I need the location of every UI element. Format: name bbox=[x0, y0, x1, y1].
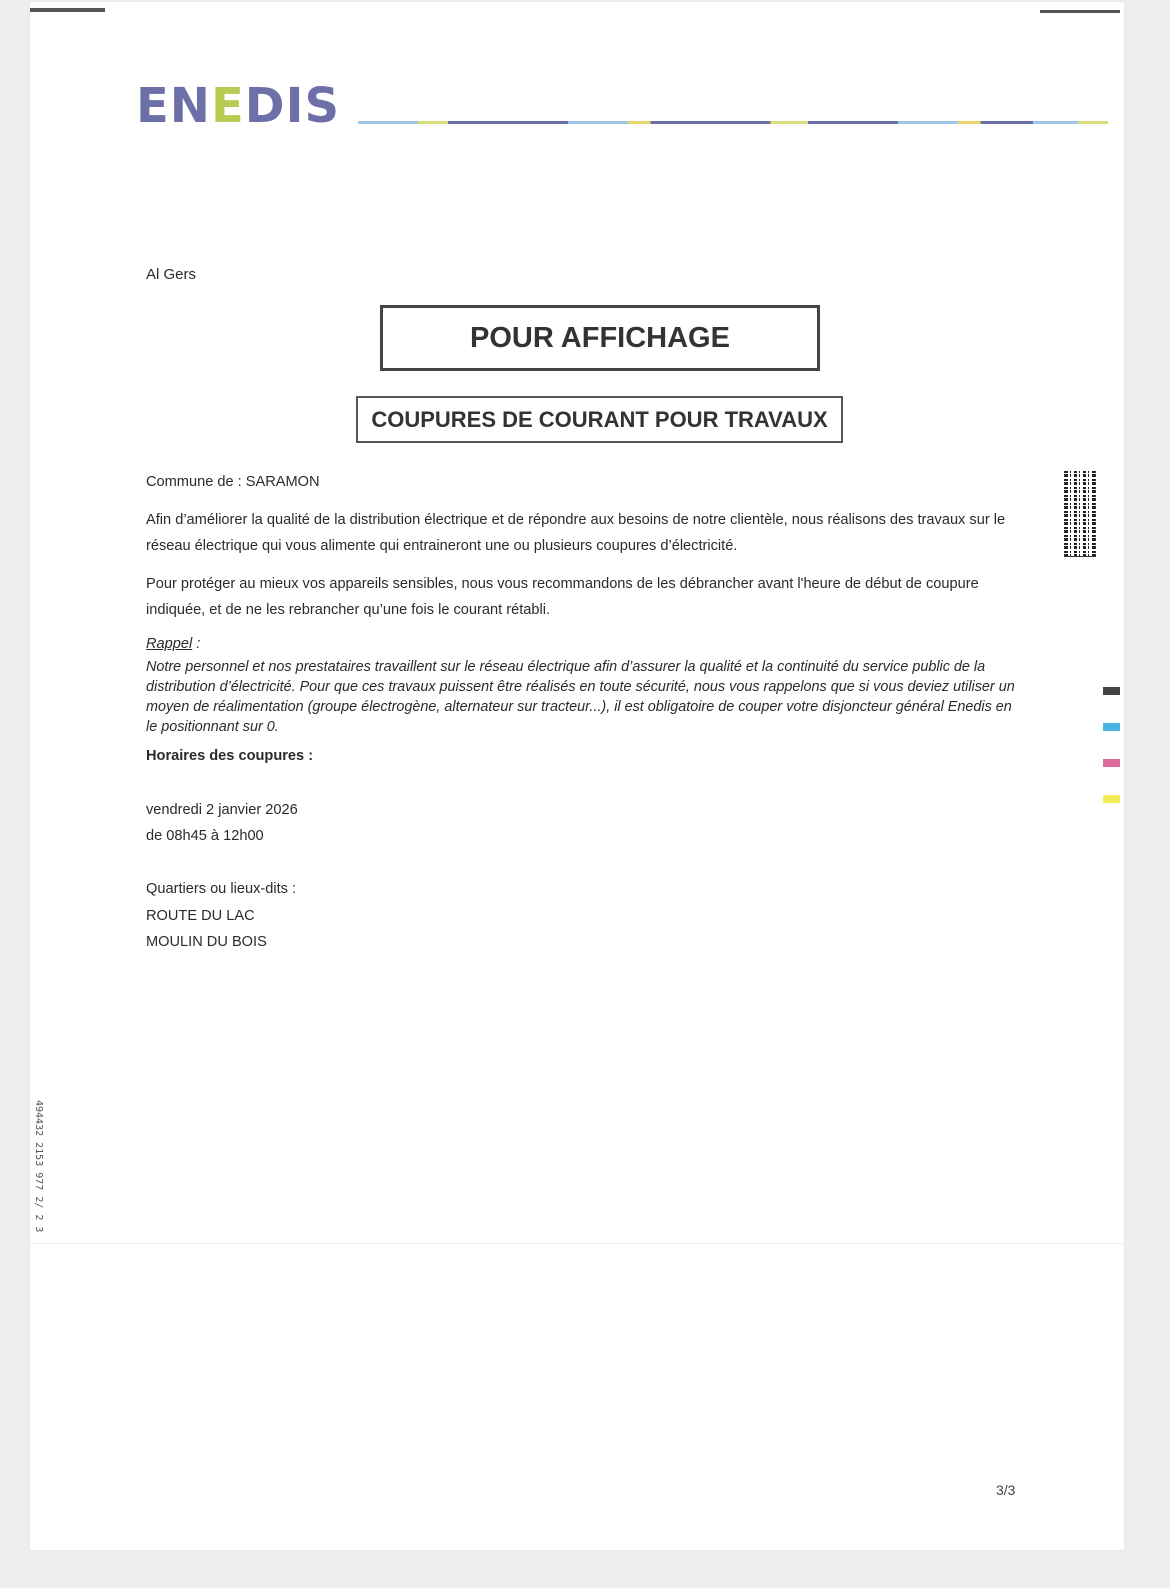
sender-label: Al Gers bbox=[146, 266, 197, 283]
quartier-item: ROUTE DU LAC bbox=[146, 908, 255, 924]
crop-mark-top-right bbox=[1040, 10, 1120, 13]
rappel-label: Rappel bbox=[146, 636, 193, 652]
rappel-heading bbox=[146, 636, 200, 652]
commune-line: Commune de : SARAMON bbox=[146, 474, 320, 490]
header-color-rule bbox=[358, 121, 1108, 124]
document-page bbox=[30, 2, 1124, 1550]
horaires-title: Horaires des coupures : bbox=[146, 748, 314, 764]
quartiers-title: Quartiers ou lieux-dits : bbox=[146, 881, 297, 897]
paragraph-intro: Afin d’améliorer la qualité de la distribution électrique et de répondre aux besoins de notre clientèle, nous réalisons des travaux sur le réseau électrique qui vous alimente qui entraineront une ou plusieurs coupures d’électricité. bbox=[146, 512, 1006, 554]
title-coupures: COUPURES DE COURANT POUR TRAVAUX bbox=[356, 396, 843, 443]
title-pour-affichage: POUR AFFICHAGE bbox=[380, 305, 820, 371]
fold-line bbox=[30, 1243, 1124, 1244]
crop-mark-top-left bbox=[30, 8, 105, 12]
print-mark-cyan bbox=[1103, 723, 1120, 731]
print-mark-black bbox=[1103, 687, 1120, 695]
side-print-code: 494432 2153 977 2/ 2 3 bbox=[33, 1100, 44, 1233]
rappel-text: Notre personnel et nos prestataires travaillent sur le réseau électrique afin d’assurer la qualité et la continuité du service public de la distribution d’électricité. Pour que ces travaux puissent être réalisés en toute sécurité, nous vous rappelons que si vous deviez utiliser un moyen de réalimentation (groupe électrogène, alternateur sur tracteur...), il est obligatoire de couper votre disjoncteur général Enedis en le positionnant sur 0. bbox=[146, 659, 1015, 735]
print-mark-magenta bbox=[1103, 759, 1120, 767]
paragraph-recommandation: Pour protéger au mieux vos appareils sensibles, nous vous recommandons de les débrancher avant l'heure de début de coupure indiquée, et de ne les rebrancher qu’une fois le courant rétabli. bbox=[146, 576, 979, 618]
coupure-hours: de 08h45 à 12h00 bbox=[146, 828, 264, 844]
datamatrix-code-icon bbox=[1064, 469, 1096, 557]
enedis-logo: ENEDIS bbox=[136, 78, 341, 134]
page-number: 3/3 bbox=[996, 1482, 1016, 1498]
rappel-suffix: : bbox=[192, 636, 201, 652]
quartier-item: MOULIN DU BOIS bbox=[146, 934, 267, 950]
coupure-date: vendredi 2 janvier 2026 bbox=[146, 802, 298, 818]
print-mark-yellow bbox=[1103, 795, 1120, 803]
